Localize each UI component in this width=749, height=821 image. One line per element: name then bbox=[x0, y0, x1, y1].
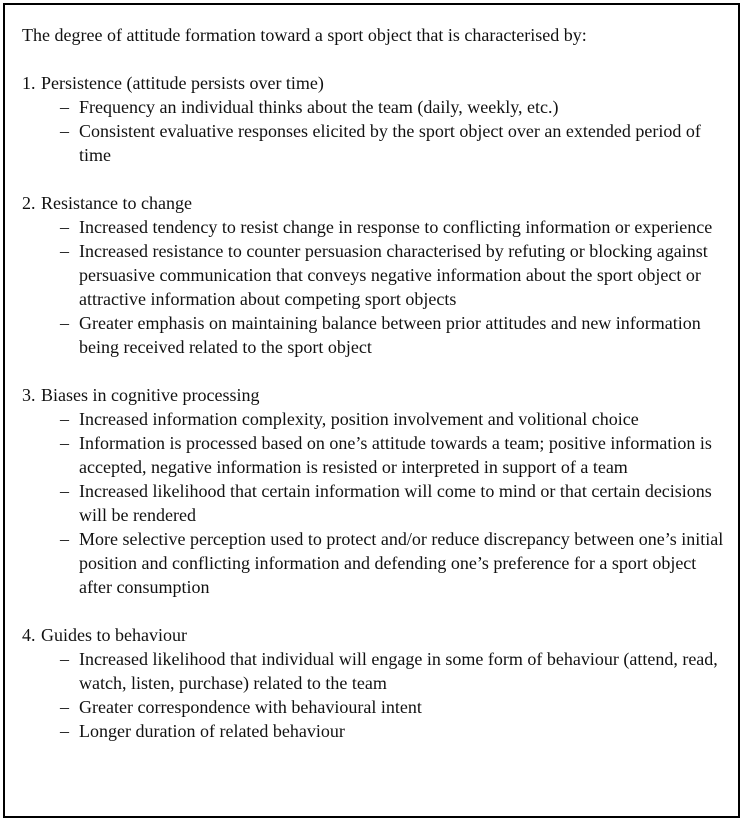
bullet-text: Greater emphasis on maintaining balance between prior attitudes and new information being received related to the sport object bbox=[79, 313, 701, 357]
bullet-item bbox=[60, 119, 726, 167]
bullet-text: Increased tendency to resist change in response to conflicting information or experience bbox=[79, 217, 713, 237]
dash-bullet-marker: – bbox=[60, 433, 69, 453]
dash-bullet-marker: – bbox=[60, 241, 69, 261]
figure-box bbox=[3, 3, 740, 818]
section-heading: Biases in cognitive processing bbox=[41, 385, 260, 405]
bullet-item bbox=[60, 479, 726, 527]
section-heading-row bbox=[22, 71, 726, 95]
dash-bullet-marker: – bbox=[60, 313, 69, 333]
bullet-item bbox=[60, 215, 726, 239]
bullet-text: Information is processed based on one’s attitude towards a team; positive information is accepted, negative information is resisted or interpreted in support of a team bbox=[79, 433, 712, 477]
bullet-list bbox=[22, 647, 726, 743]
section-biases-cognitive-processing bbox=[22, 383, 726, 599]
figure-title: The degree of attitude formation toward a sport object that is characterised by: bbox=[22, 25, 587, 45]
section-heading: Resistance to change bbox=[41, 193, 192, 213]
bullet-text: Frequency an individual thinks about the team (daily, weekly, etc.) bbox=[79, 97, 559, 117]
bullet-text: More selective perception used to protect and/or reduce discrepancy between one’s initial position and conflicting information and defending one’s preference for a sport object after consumption bbox=[79, 529, 724, 597]
section-heading-row bbox=[22, 191, 726, 215]
bullet-text: Increased likelihood that individual will engage in some form of behaviour (attend, read, watch, listen, purchase) related to the team bbox=[79, 649, 718, 693]
section-persistence bbox=[22, 71, 726, 167]
bullet-text: Greater correspondence with behavioural intent bbox=[79, 697, 422, 717]
dash-bullet-marker: – bbox=[60, 529, 69, 549]
dash-bullet-marker: – bbox=[60, 97, 69, 117]
dash-bullet-marker: – bbox=[60, 481, 69, 501]
dash-bullet-marker: – bbox=[60, 217, 69, 237]
bullet-text: Consistent evaluative responses elicited by the sport object over an extended period of time bbox=[79, 121, 701, 165]
bullet-item bbox=[60, 647, 726, 695]
bullet-list bbox=[22, 215, 726, 359]
bullet-item bbox=[60, 239, 726, 311]
bullet-item bbox=[60, 719, 726, 743]
bullet-list bbox=[22, 95, 726, 167]
bullet-text: Increased information complexity, position involvement and volitional choice bbox=[79, 409, 639, 429]
dash-bullet-marker: – bbox=[60, 721, 69, 741]
dash-bullet-marker: – bbox=[60, 649, 69, 669]
section-heading-row bbox=[22, 623, 726, 647]
section-number: 3. bbox=[22, 385, 36, 405]
bullet-text: Increased likelihood that certain information will come to mind or that certain decisions will be rendered bbox=[79, 481, 712, 525]
section-heading-row bbox=[22, 383, 726, 407]
bullet-item bbox=[60, 407, 726, 431]
section-heading: Persistence (attitude persists over time) bbox=[41, 73, 324, 93]
bullet-item bbox=[60, 431, 726, 479]
dash-bullet-marker: – bbox=[60, 121, 69, 141]
section-number: 2. bbox=[22, 193, 36, 213]
bullet-text: Longer duration of related behaviour bbox=[79, 721, 345, 741]
bullet-text: Increased resistance to counter persuasion characterised by refuting or blocking against persuasive communication that conveys negative information about the sport object or attractive information about competing sport objects bbox=[79, 241, 708, 309]
section-resistance-to-change bbox=[22, 191, 726, 359]
bullet-item bbox=[60, 695, 726, 719]
bullet-item bbox=[60, 311, 726, 359]
section-number: 1. bbox=[22, 73, 36, 93]
bullet-item bbox=[60, 95, 726, 119]
dash-bullet-marker: – bbox=[60, 409, 69, 429]
dash-bullet-marker: – bbox=[60, 697, 69, 717]
section-number: 4. bbox=[22, 625, 36, 645]
bullet-list bbox=[22, 407, 726, 599]
bullet-item bbox=[60, 527, 726, 599]
section-heading: Guides to behaviour bbox=[41, 625, 187, 645]
section-guides-to-behaviour bbox=[22, 623, 726, 743]
